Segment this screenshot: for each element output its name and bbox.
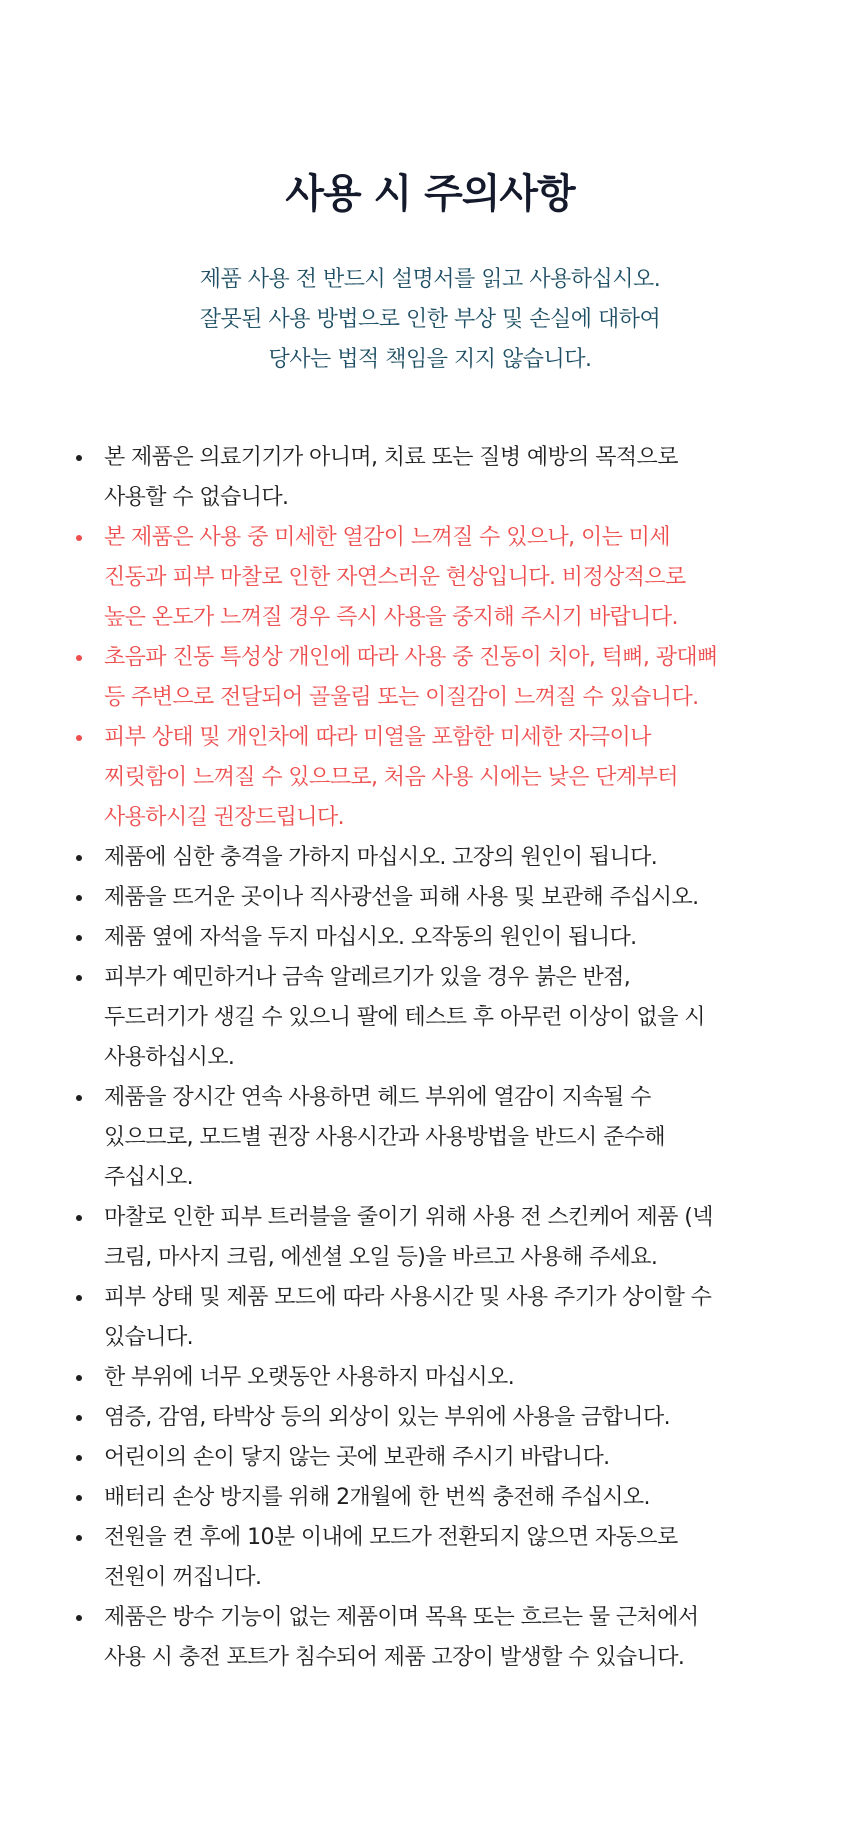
list-item-text: 진동과 피부 마찰로 인한 자연스러운 현상입니다. 비정상적으로	[104, 565, 686, 590]
list-item	[70, 1478, 790, 1518]
list-item-text: 제품에 심한 충격을 가하지 마십시오. 고장의 원인이 됩니다.	[104, 845, 658, 870]
page-title: 사용 시 주의사항	[285, 171, 575, 217]
bullet-icon	[76, 1215, 82, 1221]
warning-list-item	[70, 518, 790, 638]
list-item-text: 전원이 꺼집니다.	[104, 1565, 262, 1590]
list-item-text: 사용하시길 권장드립니다.	[104, 805, 344, 830]
list-item-text: 등 주변으로 전달되어 골울림 또는 이질감이 느껴질 수 있습니다.	[104, 685, 699, 710]
bullet-icon	[76, 735, 82, 741]
list-item	[70, 1518, 790, 1598]
list-item-text: 염증, 감염, 타박상 등의 외상이 있는 부위에 사용을 금합니다.	[104, 1405, 670, 1430]
bullet-icon	[76, 855, 82, 861]
list-item-text: 제품을 장시간 연속 사용하면 헤드 부위에 열감이 지속될 수	[104, 1085, 651, 1110]
warning-list-item	[70, 718, 790, 838]
list-item-text: 배터리 손상 방지를 위해 2개월에 한 번씩 충전해 주십시오.	[104, 1485, 650, 1510]
intro-line: 제품 사용 전 반드시 설명서를 읽고 사용하십시오.	[199, 267, 661, 292]
list-item	[70, 1078, 790, 1198]
list-item	[70, 1278, 790, 1358]
bullet-icon	[76, 895, 82, 901]
list-item	[70, 958, 790, 1078]
bullet-icon	[76, 935, 82, 941]
list-item	[70, 1398, 790, 1438]
bullet-icon	[76, 1535, 82, 1541]
intro-notice	[0, 260, 860, 380]
bullet-icon	[76, 1295, 82, 1301]
list-item-text: 있으므로, 모드별 권장 사용시간과 사용방법을 반드시 준수해	[104, 1125, 666, 1150]
list-item-text: 본 제품은 의료기기가 아니며, 치료 또는 질병 예방의 목적으로	[104, 445, 678, 470]
list-item-text: 피부 상태 및 개인차에 따라 미열을 포함한 미세한 자극이나	[104, 725, 651, 750]
list-item	[70, 918, 790, 958]
list-item-text: 제품 옆에 자석을 두지 마십시오. 오작동의 원인이 됩니다.	[104, 925, 637, 950]
list-item	[70, 1438, 790, 1478]
list-item-text: 피부 상태 및 제품 모드에 따라 사용시간 및 사용 주기가 상이할 수	[104, 1285, 712, 1310]
list-item-text: 본 제품은 사용 중 미세한 열감이 느껴질 수 있으나, 이는 미세	[104, 525, 670, 550]
bullet-icon	[76, 1495, 82, 1501]
list-item	[70, 1198, 790, 1278]
list-item-text: 크림, 마사지 크림, 에센셜 오일 등)을 바르고 사용해 주세요.	[104, 1245, 658, 1270]
list-item-text: 있습니다.	[104, 1325, 194, 1350]
list-item	[70, 838, 790, 878]
list-item-text: 사용 시 충전 포트가 침수되어 제품 고장이 발생할 수 있습니다.	[104, 1645, 685, 1670]
list-item	[70, 438, 790, 518]
bullet-icon	[76, 535, 82, 541]
intro-line: 당사는 법적 책임을 지지 않습니다.	[268, 347, 592, 372]
list-item	[70, 1598, 790, 1678]
list-item-text: 주십시오.	[104, 1165, 194, 1190]
warning-list-item	[70, 638, 790, 718]
list-item	[70, 878, 790, 918]
list-item-text: 제품을 뜨거운 곳이나 직사광선을 피해 사용 및 보관해 주십시오.	[104, 885, 699, 910]
list-item-text: 사용하십시오.	[104, 1045, 235, 1070]
bullet-icon	[76, 455, 82, 461]
list-item-text: 초음파 진동 특성상 개인에 따라 사용 중 진동이 치아, 턱뼈, 광대뼈	[104, 645, 718, 670]
bullet-icon	[76, 1415, 82, 1421]
list-item-text: 어린이의 손이 닿지 않는 곳에 보관해 주시기 바랍니다.	[104, 1445, 610, 1470]
list-item-text: 높은 온도가 느껴질 경우 즉시 사용을 중지해 주시기 바랍니다.	[104, 605, 678, 630]
list-item-text: 사용할 수 없습니다.	[104, 485, 289, 510]
bullet-icon	[76, 1095, 82, 1101]
caution-list	[70, 438, 790, 1678]
bullet-icon	[76, 1455, 82, 1461]
list-item-text: 제품은 방수 기능이 없는 제품이며 목욕 또는 흐르는 물 근처에서	[104, 1605, 699, 1630]
list-item-text: 한 부위에 너무 오랫동안 사용하지 마십시오.	[104, 1365, 515, 1390]
intro-line: 잘못된 사용 방법으로 인한 부상 및 손실에 대하여	[199, 307, 661, 332]
bullet-icon	[76, 1615, 82, 1621]
list-item-text: 전원을 켠 후에 10분 이내에 모드가 전환되지 않으면 자동으로	[104, 1525, 678, 1550]
list-item-text: 피부가 예민하거나 금속 알레르기가 있을 경우 붉은 반점,	[104, 965, 631, 990]
list-item-text: 찌릿함이 느껴질 수 있으므로, 처음 사용 시에는 낮은 단계부터	[104, 765, 678, 790]
bullet-icon	[76, 975, 82, 981]
bullet-icon	[76, 1375, 82, 1381]
bullet-icon	[76, 655, 82, 661]
list-item-text: 두드러기가 생길 수 있으니 팔에 테스트 후 아무런 이상이 없을 시	[104, 1005, 705, 1030]
list-item-text: 마찰로 인한 피부 트러블을 줄이기 위해 사용 전 스킨케어 제품 (넥	[104, 1205, 713, 1230]
list-item	[70, 1358, 790, 1398]
